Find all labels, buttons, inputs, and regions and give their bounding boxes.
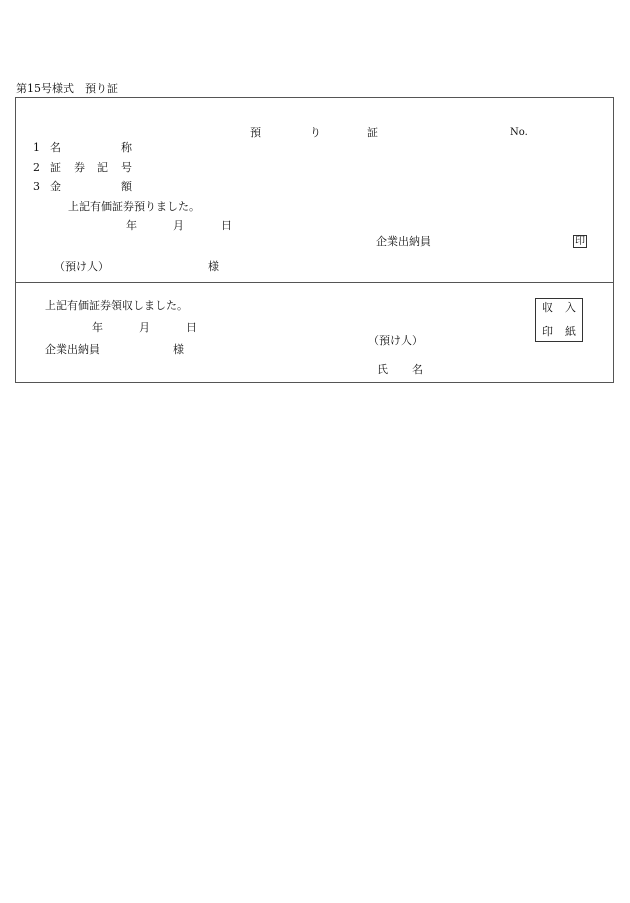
item-3-label-char-1: 金 (50, 180, 61, 193)
revenue-stamp-char-4: 紙 (565, 325, 576, 338)
acknowledgement-depositor-label: （預け人） (368, 334, 423, 347)
receipt-heading-char-3: 証 (367, 126, 378, 139)
item-1-number: 1 (33, 141, 40, 154)
revenue-stamp-char-2: 入 (565, 301, 576, 314)
revenue-stamp-char-3: 印 (542, 325, 553, 338)
acknowledgement-section (15, 282, 614, 383)
acknowledgement-date-month: 月 (139, 321, 150, 334)
receipt-heading-char-1: 預 (250, 126, 261, 139)
receipt-heading-char-2: り (310, 126, 321, 139)
seal-mark: 印 (575, 236, 585, 247)
item-1-label-char-1: 名 (50, 141, 61, 154)
acknowledgement-statement: 上記有価証券領収しました。 (45, 299, 188, 312)
item-2-label-char-1: 証 (50, 161, 61, 174)
acknowledgement-date-day: 日 (186, 321, 197, 334)
item-2-label-char-2: 券 (74, 161, 85, 174)
receipt-date-year: 年 (126, 219, 137, 232)
receipt-clerk-label: 企業出納員 (376, 235, 431, 248)
receipt-number-label: No. (510, 127, 528, 138)
acknowledgement-honorific: 様 (173, 343, 184, 356)
receipt-honorific: 様 (208, 260, 219, 273)
receipt-statement: 上記有価証券預りました。 (68, 200, 200, 213)
receipt-depositor-label: （預け人） (54, 260, 109, 273)
revenue-stamp-char-1: 収 (542, 301, 553, 314)
item-3-label-char-2: 額 (121, 180, 132, 193)
item-2-label-char-3: 記 (97, 161, 108, 174)
receipt-date-day: 日 (221, 219, 232, 232)
item-3-number: 3 (33, 180, 40, 193)
receipt-section (15, 97, 614, 283)
acknowledgement-clerk-label: 企業出納員 (45, 343, 100, 356)
form-title: 第15号様式 預り証 (16, 82, 118, 95)
item-2-number: 2 (33, 161, 40, 174)
acknowledgement-date-year: 年 (92, 321, 103, 334)
item-2-label-char-4: 号 (121, 161, 132, 174)
item-1-label-char-2: 称 (121, 141, 132, 154)
acknowledgement-name-char-2: 名 (412, 363, 423, 376)
acknowledgement-name-char-1: 氏 (377, 363, 388, 376)
receipt-date-month: 月 (173, 219, 184, 232)
